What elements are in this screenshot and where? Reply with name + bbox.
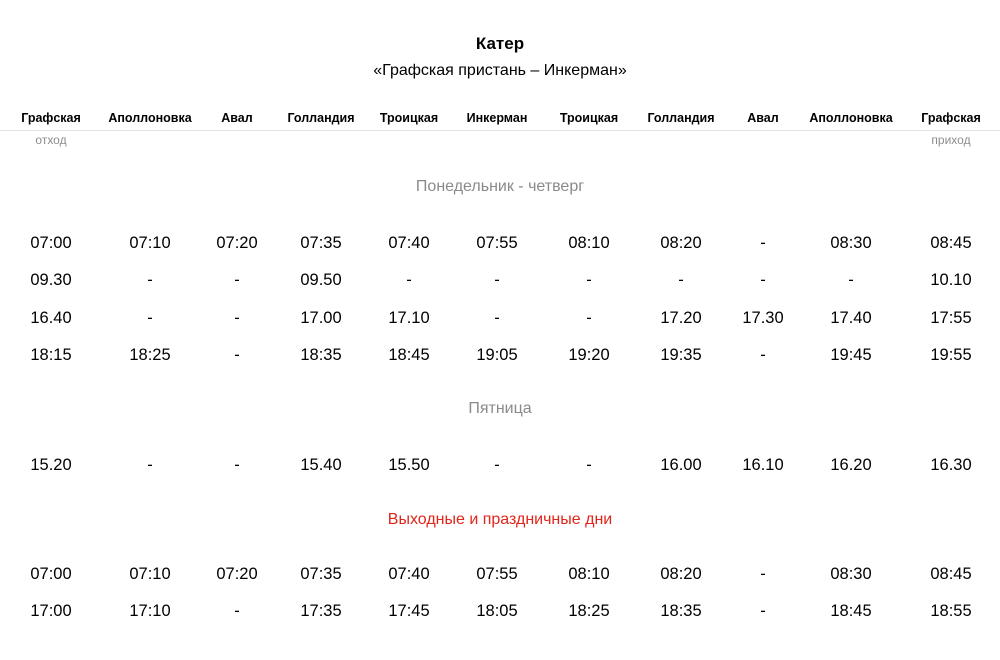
- stop-header-6: Троицкая: [559, 111, 619, 125]
- time-cell: 17:35: [300, 602, 342, 620]
- time-cell: -: [760, 346, 766, 364]
- time-cell: -: [147, 456, 153, 474]
- time-cell: -: [760, 602, 766, 620]
- time-cell: 16.30: [930, 456, 972, 474]
- time-cell: 09.50: [300, 271, 342, 289]
- section-label: Понедельник - четверг: [415, 178, 585, 195]
- time-cell: -: [848, 271, 854, 289]
- time-cell: 18:45: [388, 346, 430, 364]
- time-cell: 09.30: [30, 271, 72, 289]
- section-label: Пятница: [468, 400, 532, 417]
- time-cell: 17.20: [660, 309, 702, 327]
- time-cell: 07:55: [476, 234, 518, 252]
- time-cell: -: [760, 271, 766, 289]
- stop-header-0: Графская: [21, 111, 81, 125]
- time-cell: 07:00: [30, 234, 72, 252]
- time-cell: 07:55: [476, 565, 518, 583]
- header-divider: [0, 130, 1000, 131]
- time-cell: 15.20: [30, 456, 72, 474]
- time-cell: -: [234, 271, 240, 289]
- table-row: [0, 563, 1000, 585]
- time-cell: -: [234, 309, 240, 327]
- time-cell: 19:55: [930, 346, 972, 364]
- time-cell: 17.00: [300, 309, 342, 327]
- time-cell: 07:10: [129, 234, 171, 252]
- time-cell: 08:10: [568, 565, 610, 583]
- time-cell: 08:30: [830, 565, 872, 583]
- stops-notes-row: [0, 132, 1000, 154]
- time-cell: 07:40: [388, 565, 430, 583]
- section-label: Выходные и праздничные дни: [387, 511, 613, 528]
- stop-header-4: Троицкая: [379, 111, 439, 125]
- time-cell: 08:45: [930, 565, 972, 583]
- stop-header-10: Графская: [921, 111, 981, 125]
- stop-header-9: Аполлоновка: [809, 111, 893, 125]
- time-cell: 18:25: [568, 602, 610, 620]
- time-cell: -: [494, 271, 500, 289]
- route-name: «Графская пристань – Инкерман»: [373, 62, 627, 79]
- time-cell: 19:20: [568, 346, 610, 364]
- time-cell: 10.10: [930, 271, 972, 289]
- stop-header-8: Авал: [747, 111, 779, 125]
- stop-header-2: Авал: [221, 111, 253, 125]
- time-cell: 16.40: [30, 309, 72, 327]
- schedule-title: Катер: [475, 34, 525, 53]
- arrival-note: приход: [931, 133, 971, 147]
- time-cell: -: [586, 271, 592, 289]
- time-cell: 18:45: [830, 602, 872, 620]
- time-cell: -: [586, 309, 592, 327]
- time-cell: -: [760, 234, 766, 252]
- table-row: [0, 232, 1000, 254]
- time-cell: 17:10: [129, 602, 171, 620]
- time-cell: 08:20: [660, 234, 702, 252]
- time-cell: 18:15: [30, 346, 72, 364]
- table-row: [0, 307, 1000, 329]
- time-cell: 08:20: [660, 565, 702, 583]
- time-cell: 16.10: [742, 456, 784, 474]
- time-cell: 07:35: [300, 234, 342, 252]
- stop-header-3: Голландия: [287, 111, 355, 125]
- time-cell: 18:35: [300, 346, 342, 364]
- time-cell: -: [494, 309, 500, 327]
- time-cell: 08:10: [568, 234, 610, 252]
- time-cell: 07:20: [216, 234, 258, 252]
- time-cell: -: [234, 456, 240, 474]
- time-cell: 18:55: [930, 602, 972, 620]
- stop-header-7: Голландия: [647, 111, 715, 125]
- time-cell: -: [586, 456, 592, 474]
- time-cell: 18:35: [660, 602, 702, 620]
- time-cell: -: [494, 456, 500, 474]
- time-cell: 19:45: [830, 346, 872, 364]
- time-cell: 17.30: [742, 309, 784, 327]
- time-cell: 07:40: [388, 234, 430, 252]
- time-cell: 17:45: [388, 602, 430, 620]
- time-cell: 07:00: [30, 565, 72, 583]
- time-cell: 18:25: [129, 346, 171, 364]
- stops-header-row: [0, 109, 1000, 131]
- time-cell: 19:35: [660, 346, 702, 364]
- time-cell: -: [678, 271, 684, 289]
- time-cell: 07:20: [216, 565, 258, 583]
- time-cell: 16.20: [830, 456, 872, 474]
- stop-header-5: Инкерман: [466, 111, 528, 125]
- table-row: [0, 454, 1000, 476]
- time-cell: 15.50: [388, 456, 430, 474]
- time-cell: -: [147, 271, 153, 289]
- time-cell: 17:00: [30, 602, 72, 620]
- time-cell: 18:05: [476, 602, 518, 620]
- time-cell: 17.10: [388, 309, 430, 327]
- table-row: [0, 269, 1000, 291]
- time-cell: 17:55: [930, 309, 972, 327]
- table-row: [0, 600, 1000, 622]
- time-cell: 17.40: [830, 309, 872, 327]
- time-cell: 16.00: [660, 456, 702, 474]
- time-cell: -: [406, 271, 412, 289]
- time-cell: 15.40: [300, 456, 342, 474]
- time-cell: 19:05: [476, 346, 518, 364]
- stop-header-1: Аполлоновка: [108, 111, 192, 125]
- time-cell: -: [760, 565, 766, 583]
- time-cell: 08:30: [830, 234, 872, 252]
- time-cell: 07:10: [129, 565, 171, 583]
- table-row: [0, 344, 1000, 366]
- time-cell: 07:35: [300, 565, 342, 583]
- time-cell: 08:45: [930, 234, 972, 252]
- departure-note: отход: [35, 133, 67, 147]
- time-cell: -: [234, 602, 240, 620]
- time-cell: -: [234, 346, 240, 364]
- time-cell: -: [147, 309, 153, 327]
